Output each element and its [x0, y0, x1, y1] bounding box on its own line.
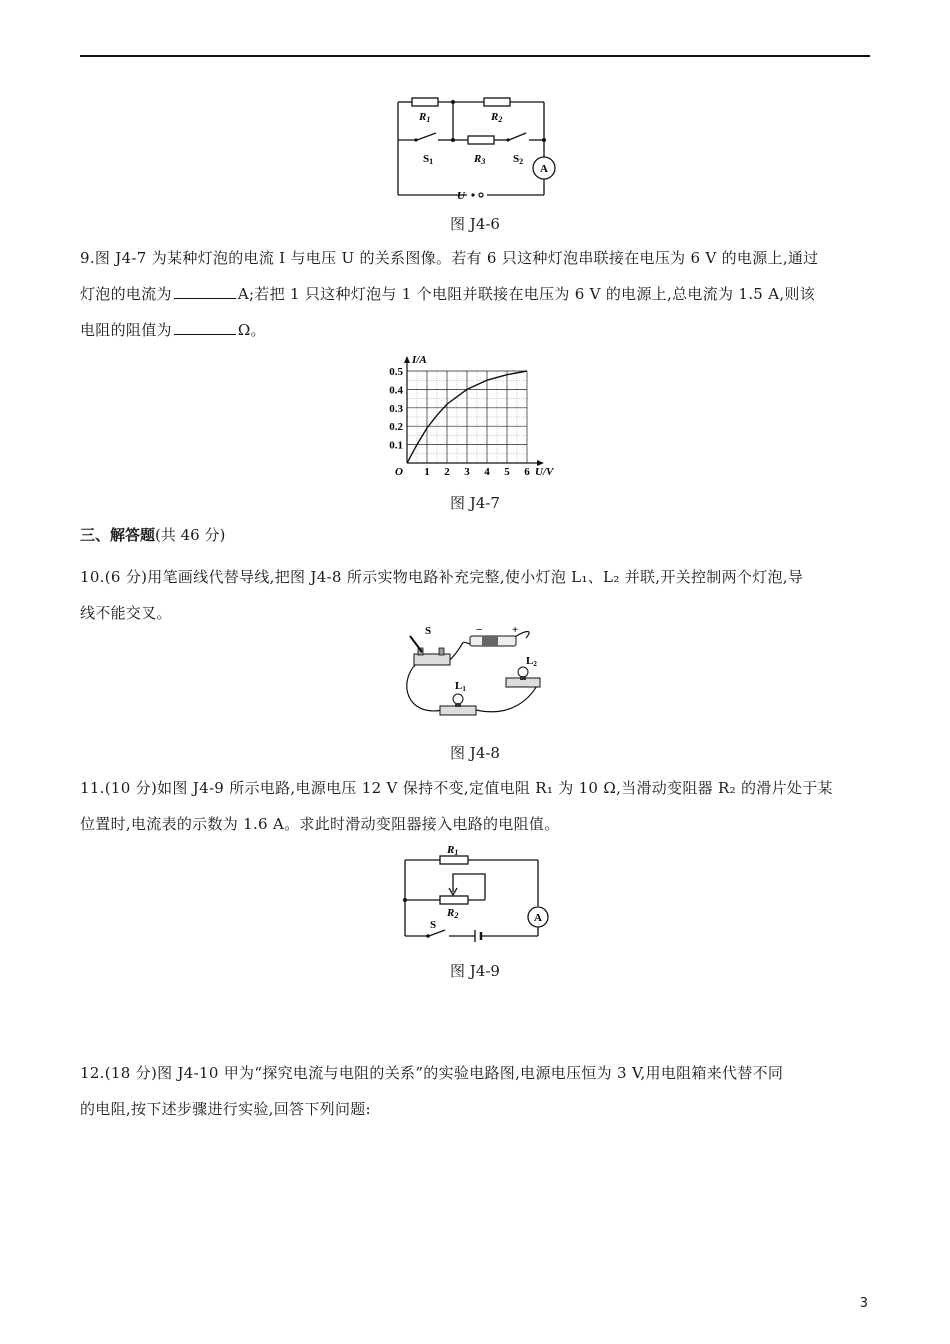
label-l2: L2	[526, 655, 537, 668]
y-tick-label: 0.3	[389, 402, 403, 415]
x-tick-label: 2	[444, 466, 450, 478]
x-tick-label: 3	[464, 466, 470, 478]
answer-blank-resistance[interactable]	[174, 320, 236, 335]
page-number: 3	[859, 1296, 868, 1311]
ammeter-symbol: A	[540, 163, 548, 175]
caption-j4-6: 图 J4-6	[450, 215, 500, 233]
label-r3: R3	[474, 153, 486, 166]
y-axis-arrow	[404, 356, 410, 363]
physical-circuit-j4-8	[398, 622, 558, 722]
battery	[470, 624, 518, 646]
y-tick-label: 0.2	[389, 421, 403, 434]
circuit-diagram-j4-6	[390, 92, 560, 202]
question-11	[80, 770, 872, 842]
label-s1: S1	[423, 153, 434, 166]
label-s2: S2	[513, 153, 524, 166]
q11-line-1: 11.(10 分)如图 J4-9 所示电路,电源电压 12 V 保持不变,定值电阻 R₁ 为 10 Ω,当滑动变阻器 R₂ 的滑片处于某	[80, 779, 833, 797]
label-r2: R2	[491, 111, 503, 124]
ammeter-symbol: A	[534, 912, 542, 924]
switch	[410, 625, 450, 665]
label-r2: R2	[447, 907, 459, 920]
x-tick-label: 5	[504, 466, 510, 478]
q11-line-2: 位置时,电流表的示数为 1.6 A。求此时滑动变阻器接入电路的电阻值。	[80, 815, 560, 833]
circuit-diagram-j4-9	[395, 840, 555, 950]
x-tick-label: 4	[484, 466, 490, 478]
label-switch: S	[430, 919, 437, 931]
x-tick-label: 6	[524, 466, 530, 478]
battery-minus: −	[476, 624, 483, 636]
q10-line-2: 线不能交叉。	[80, 604, 172, 622]
label-source-u: U	[457, 190, 465, 202]
q10-line-1: 10.(6 分)用笔画线代替导线,把图 J4-8 所示实物电路补充完整,使小灯泡 L₁、L₂ 并联,开关控制两个灯泡,导	[80, 568, 804, 586]
iu-chart	[375, 350, 575, 480]
label-switch: S	[425, 625, 432, 637]
y-tick-label: 0.1	[389, 439, 403, 452]
label-l1: L1	[455, 680, 466, 693]
battery-plus: +	[512, 624, 519, 636]
section-title: 三、解答题(共 46 分)	[80, 526, 226, 544]
lamp-l2	[506, 655, 540, 687]
q12-line-1: 12.(18 分)图 J4-10 甲为“探究电流与电阻的关系”的实验电路图,电源电压恒为 3 V,用电阻箱来代替不同	[80, 1064, 784, 1082]
q9-line-3: 电阻的阻值为 Ω。	[80, 321, 266, 339]
y-tick-label: 0.5	[389, 366, 403, 378]
q12-line-2: 的电阻,按下述步骤进行实验,回答下列问题:	[80, 1100, 371, 1118]
header-rule	[80, 55, 870, 57]
x-axis-label: U/V	[535, 466, 554, 478]
question-12	[80, 1055, 872, 1127]
y-axis-label: I/A	[412, 354, 427, 366]
caption-j4-9: 图 J4-9	[450, 962, 500, 980]
label-r1: R1	[447, 844, 459, 857]
caption-j4-7: 图 J4-7	[450, 494, 500, 512]
question-10	[80, 559, 872, 631]
label-r1: R1	[419, 111, 431, 124]
origin-label: O	[395, 466, 403, 478]
q9-line-1: 9.图 J4-7 为某种灯泡的电流 I 与电压 U 的关系图像。若有 6 只这种灯泡串联接在电压为 6 V 的电源上,通过	[80, 249, 819, 267]
q9-line-2: 灯泡的电流为 A;若把 1 只这种灯泡与 1 个电阻并联接在电压为 6 V 的电源上,总电流为 1.5 A,则该	[80, 285, 816, 303]
lamp-l1	[440, 680, 476, 715]
answer-blank-current[interactable]	[174, 284, 236, 299]
x-tick-label: 1	[424, 466, 430, 478]
question-9	[80, 240, 872, 348]
y-tick-label: 0.4	[389, 384, 403, 397]
caption-j4-8: 图 J4-8	[450, 744, 500, 762]
